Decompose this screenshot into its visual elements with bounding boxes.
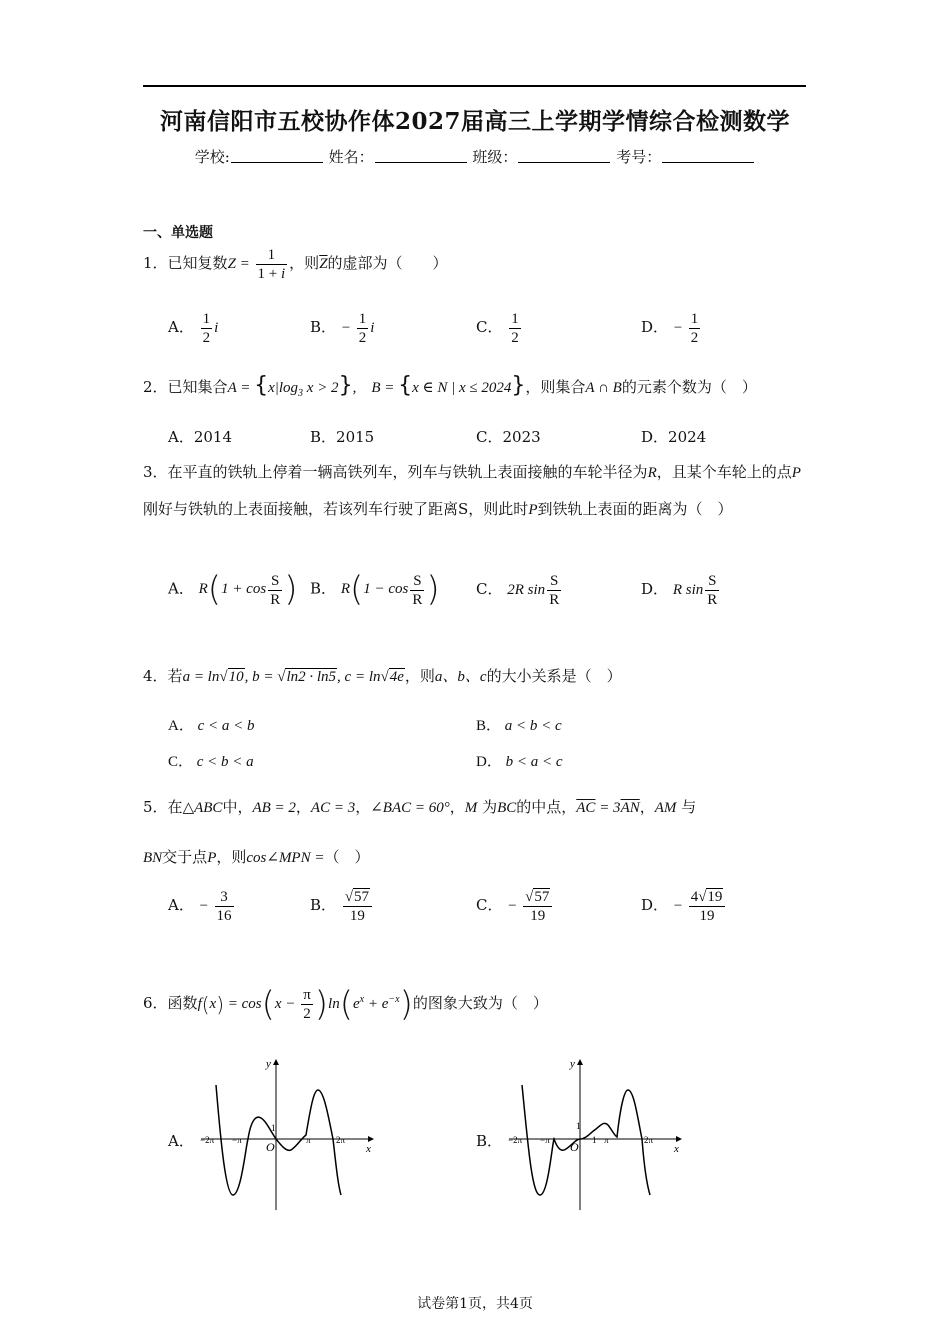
q3-option-c[interactable]: C． 2R sin $\frac{S}{R}$ (476, 573, 560, 608)
student-info-line (0, 146, 950, 167)
one-x-label: 1 (592, 1135, 597, 1145)
pi-label: π (604, 1135, 609, 1145)
q5-option-a[interactable]: A． − $\frac{3}{16}$ (168, 889, 232, 924)
q2-option-a[interactable]: A．2014 (168, 428, 233, 446)
class-blank[interactable] (518, 148, 610, 163)
q6-option-a[interactable]: A． (168, 1132, 194, 1150)
q1-conj: $\overline{Z}$ (319, 256, 328, 272)
neg-pi-label: −π (540, 1135, 550, 1145)
origin-label: O (266, 1140, 275, 1154)
one-label: 1 (576, 1121, 581, 1131)
number-label: 考号： (616, 148, 662, 166)
q1-option-a[interactable]: A． $\frac{1}{2}$ i (168, 311, 219, 346)
question-5: 5．在△ABC中，AB = 2，AC = 3，∠BAC = 60°，M 为BC的中点，$\overline{AC} = 3\overline{AN}$，AM 与 (143, 798, 697, 816)
q6-formula: f(x) = cos(x − $\frac{\pi}{2}$ )$\ln(e^x + e^{-x})$ (197, 984, 413, 1025)
q1-formula: Z = $\frac{1}{1 + i}$ (227, 247, 286, 283)
name-blank[interactable] (375, 148, 467, 163)
q2-option-c[interactable]: C．2023 (476, 428, 541, 446)
top-rule (143, 85, 806, 87)
x-axis-label: x (674, 1143, 679, 1155)
q1-option-c[interactable]: C． $\frac{1}{2}$ (476, 311, 519, 346)
q1-option-d[interactable]: D． − $\frac{1}{2}$ (641, 311, 699, 346)
q2-option-d[interactable]: D．2024 (641, 428, 707, 446)
question-5-cont: BN交于点P，则cos∠MPN =（ ） (143, 848, 370, 866)
x-axis-label: x (366, 1143, 371, 1155)
q4-option-c[interactable]: C． c < b < a (168, 754, 254, 770)
name-label: 姓名： (328, 148, 374, 166)
neg-two-pi-label: −2π (200, 1135, 215, 1145)
section-heading: 一、单选题 (143, 225, 213, 241)
q1-number: 1． (143, 254, 168, 272)
question-3: 3．在平直的铁轨上停着一辆高铁列车，列车与铁轨上表面接触的车轮半径为R，且某个车轮上的点P刚好与铁轨的上表面接触，若该列车行驶了距离S，则此时P到铁轨上表面的距离为（ ） (143, 463, 801, 518)
question-2: 2．已知集合$A = \{x|\log_3$ x > 2}, B = {x ∈ N | x ≤ 2024}，则集合A ∩ B的元素个数为（ ） (143, 373, 757, 399)
page-title: 河南信阳市五校协作体2027届高三上学期学情综合检测数学 (159, 108, 790, 135)
q1-text-mid: ，则 (289, 254, 320, 272)
question-1 (143, 245, 448, 283)
y-axis-label: y (570, 1058, 575, 1070)
two-pi-label: 2π (336, 1135, 346, 1145)
q6-graph-a[interactable] (196, 1055, 376, 1215)
school-blank[interactable] (231, 148, 323, 163)
q1-text-pre: 已知复数 (167, 254, 228, 272)
class-label: 班级： (472, 148, 518, 166)
neg-two-pi-label: −2π (508, 1135, 523, 1145)
question-6: 6．函数f(x) = cos(x − $\frac{\pi}{2}$ )$\ln(e^x + e^{-x})$的图象大致为（ ） (143, 984, 548, 1025)
y-axis-label: y (266, 1058, 271, 1070)
neg-pi-label: −π (232, 1135, 242, 1145)
number-blank[interactable] (662, 148, 754, 163)
q4-option-a[interactable]: A． c < a < b (168, 718, 255, 734)
q6-graph-b[interactable] (504, 1055, 684, 1215)
origin-label: O (570, 1140, 579, 1154)
q4-option-b[interactable]: B． a < b < c (476, 718, 562, 734)
pi-label: π (306, 1135, 311, 1145)
q5-option-c[interactable]: C． − $\frac{√57}{19}$ (476, 888, 554, 925)
two-pi-label: 2π (644, 1135, 654, 1145)
school-label: 学校: (194, 148, 230, 166)
q4-option-d[interactable]: D． b < a < c (476, 754, 563, 770)
q5-option-b[interactable]: B． $\frac{√57}{19}$ (310, 888, 374, 925)
one-label: 1 (271, 1123, 276, 1133)
q1-text-post: 的虚部为（ ） (327, 254, 448, 272)
q2-set-a: $A = \{x|\log_3$ x > 2}, (227, 373, 357, 399)
q2-option-b[interactable]: B．2015 (310, 428, 375, 446)
q6-option-b[interactable]: B． (476, 1132, 503, 1150)
page-footer: 试卷第1页，共4页 (417, 1296, 533, 1312)
q1-option-b[interactable]: B． − $\frac{1}{2}$ i (310, 311, 375, 346)
q4-formula: a = ln√10, b = √ln2 · ln5, c = ln√4e (182, 669, 404, 685)
q3-option-d[interactable]: D． R sin $\frac{S}{R}$ (641, 573, 718, 608)
question-4: 4．若a = ln√10, b = √ln2 · ln5, c = ln√4e，则a、b、c的大小关系是（ ） (143, 667, 622, 685)
q3-option-b[interactable]: B． R(1 − cos $\frac{S}{R}$ ) (310, 570, 440, 610)
q5-option-d[interactable]: D． − $\frac{4√19}{19}$ (641, 888, 727, 925)
q2-set-b: B = {x ∈ N | x ≤ 2024} (371, 373, 526, 398)
q3-option-a[interactable]: A． R(1 + cos $\frac{S}{R}$ ) (168, 570, 298, 610)
